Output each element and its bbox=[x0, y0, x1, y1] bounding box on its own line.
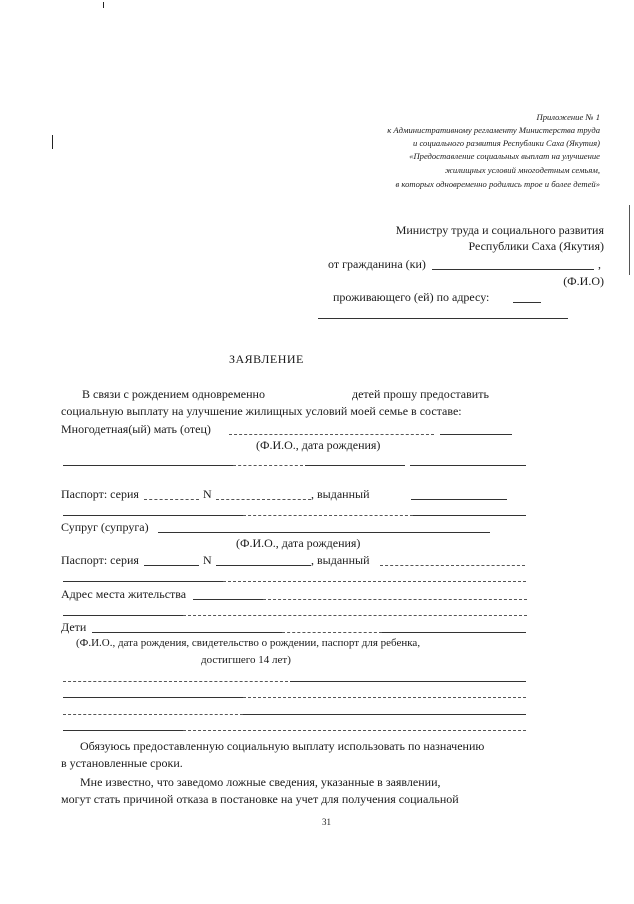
passport1-series-label: Паспорт: серия bbox=[61, 487, 139, 501]
children-label: Дети bbox=[61, 620, 87, 634]
scan-mark bbox=[52, 135, 53, 149]
address-fill-line-b bbox=[263, 599, 527, 600]
from-comma: , bbox=[598, 257, 601, 271]
document-title: ЗАЯВЛЕНИЕ bbox=[229, 352, 304, 366]
children-fill-line-a bbox=[92, 632, 282, 633]
from-fill-line bbox=[432, 269, 594, 270]
address-line-2a bbox=[63, 615, 183, 616]
passport1-line-2b bbox=[243, 515, 413, 516]
passport2-issued-line bbox=[380, 565, 525, 566]
spouse-label: Супруг (супруга) bbox=[61, 520, 149, 534]
passport2-line-2a bbox=[63, 581, 223, 582]
children-line-4a bbox=[63, 730, 183, 731]
mother-fill-line-end bbox=[440, 434, 512, 435]
addressee-line: Министру труда и социального развития bbox=[395, 223, 604, 237]
passport1-issued-line bbox=[411, 499, 507, 500]
appendix-line: «Предоставление социальных выплат на улучшение bbox=[409, 151, 600, 161]
scan-mark bbox=[629, 205, 630, 275]
residence-line-2 bbox=[318, 318, 568, 319]
passport2-series-label: Паспорт: серия bbox=[61, 553, 139, 567]
mother-line-2c bbox=[305, 465, 405, 466]
children-line-4b bbox=[183, 730, 526, 731]
p1-line1-a: В связи с рождением одновременно bbox=[82, 387, 265, 401]
passport2-issued-label: , выданный bbox=[311, 553, 370, 567]
passport1-issued-label: , выданный bbox=[311, 487, 370, 501]
children-hint-1: (Ф.И.О., дата рождения, свидетельство о рождении, паспорт для ребенка, bbox=[76, 637, 421, 649]
address-line-2b bbox=[183, 615, 527, 616]
mother-line-2b bbox=[233, 465, 303, 466]
passport2-n-label: N bbox=[203, 553, 212, 567]
children-fill-line-b bbox=[282, 632, 382, 633]
scan-mark bbox=[103, 2, 104, 8]
children-line-1b bbox=[290, 681, 526, 682]
appendix-line: и социального развития Республики Саха (Якутия) bbox=[413, 138, 600, 148]
children-line-2b bbox=[243, 697, 526, 698]
p1-line1-b: детей прошу предоставить bbox=[352, 387, 489, 401]
mother-label: Многодетная(ый) мать (отец) bbox=[61, 422, 211, 436]
passport1-n-label: N bbox=[203, 487, 212, 501]
p3-line2: могут стать причиной отказа в постановке на учет для получения социальной bbox=[61, 792, 459, 806]
passport1-series-line bbox=[144, 499, 199, 500]
children-line-3a bbox=[63, 714, 243, 715]
p2-line2: в установленные сроки. bbox=[61, 756, 183, 770]
mother-line-2d bbox=[410, 465, 526, 466]
fio-hint: (Ф.И.О) bbox=[563, 274, 604, 288]
addressee-line: Республики Саха (Якутия) bbox=[468, 239, 604, 253]
children-fill-line-c bbox=[382, 632, 526, 633]
mother-fill-line bbox=[229, 434, 434, 435]
passport2-n-line bbox=[216, 565, 311, 566]
children-line-3b bbox=[243, 714, 526, 715]
passport1-line-2c bbox=[413, 515, 526, 516]
address-fill-line-a bbox=[193, 599, 263, 600]
appendix-line: к Административному регламенту Министерства труда bbox=[387, 125, 600, 135]
passport1-n-line bbox=[216, 499, 311, 500]
children-line-2a bbox=[63, 697, 243, 698]
address-label: Адрес места жительства bbox=[61, 587, 187, 601]
page-number: 31 bbox=[322, 817, 331, 827]
residence-fill-line bbox=[513, 302, 541, 303]
children-hint-2: достигшего 14 лет) bbox=[201, 654, 291, 666]
spouse-fill-line bbox=[158, 532, 490, 533]
passport2-line-2b bbox=[223, 581, 526, 582]
appendix-line: в которых одновременно родились трое и более детей» bbox=[395, 179, 600, 189]
residence-label: проживающего (ей) по адресу: bbox=[333, 290, 490, 304]
appendix-title: Приложение № 1 bbox=[536, 112, 600, 122]
passport2-series-line bbox=[144, 565, 199, 566]
p2-line1: Обязуюсь предоставленную социальную выплату использовать по назначению bbox=[80, 739, 485, 753]
passport1-line-2a bbox=[63, 515, 243, 516]
p1-line2: социальную выплату на улучшение жилищных условий моей семье в составе: bbox=[61, 404, 462, 418]
appendix-line: жилищных условий многодетным семьям, bbox=[444, 165, 600, 175]
children-line-1 bbox=[63, 681, 288, 682]
spouse-hint: (Ф.И.О., дата рождения) bbox=[236, 536, 361, 550]
mother-hint: (Ф.И.О., дата рождения) bbox=[256, 438, 381, 452]
from-label: от гражданина (ки) bbox=[328, 257, 426, 271]
p3-line1: Мне известно, что заведомо ложные сведения, указанные в заявлении, bbox=[80, 775, 441, 789]
mother-line-2a bbox=[63, 465, 233, 466]
